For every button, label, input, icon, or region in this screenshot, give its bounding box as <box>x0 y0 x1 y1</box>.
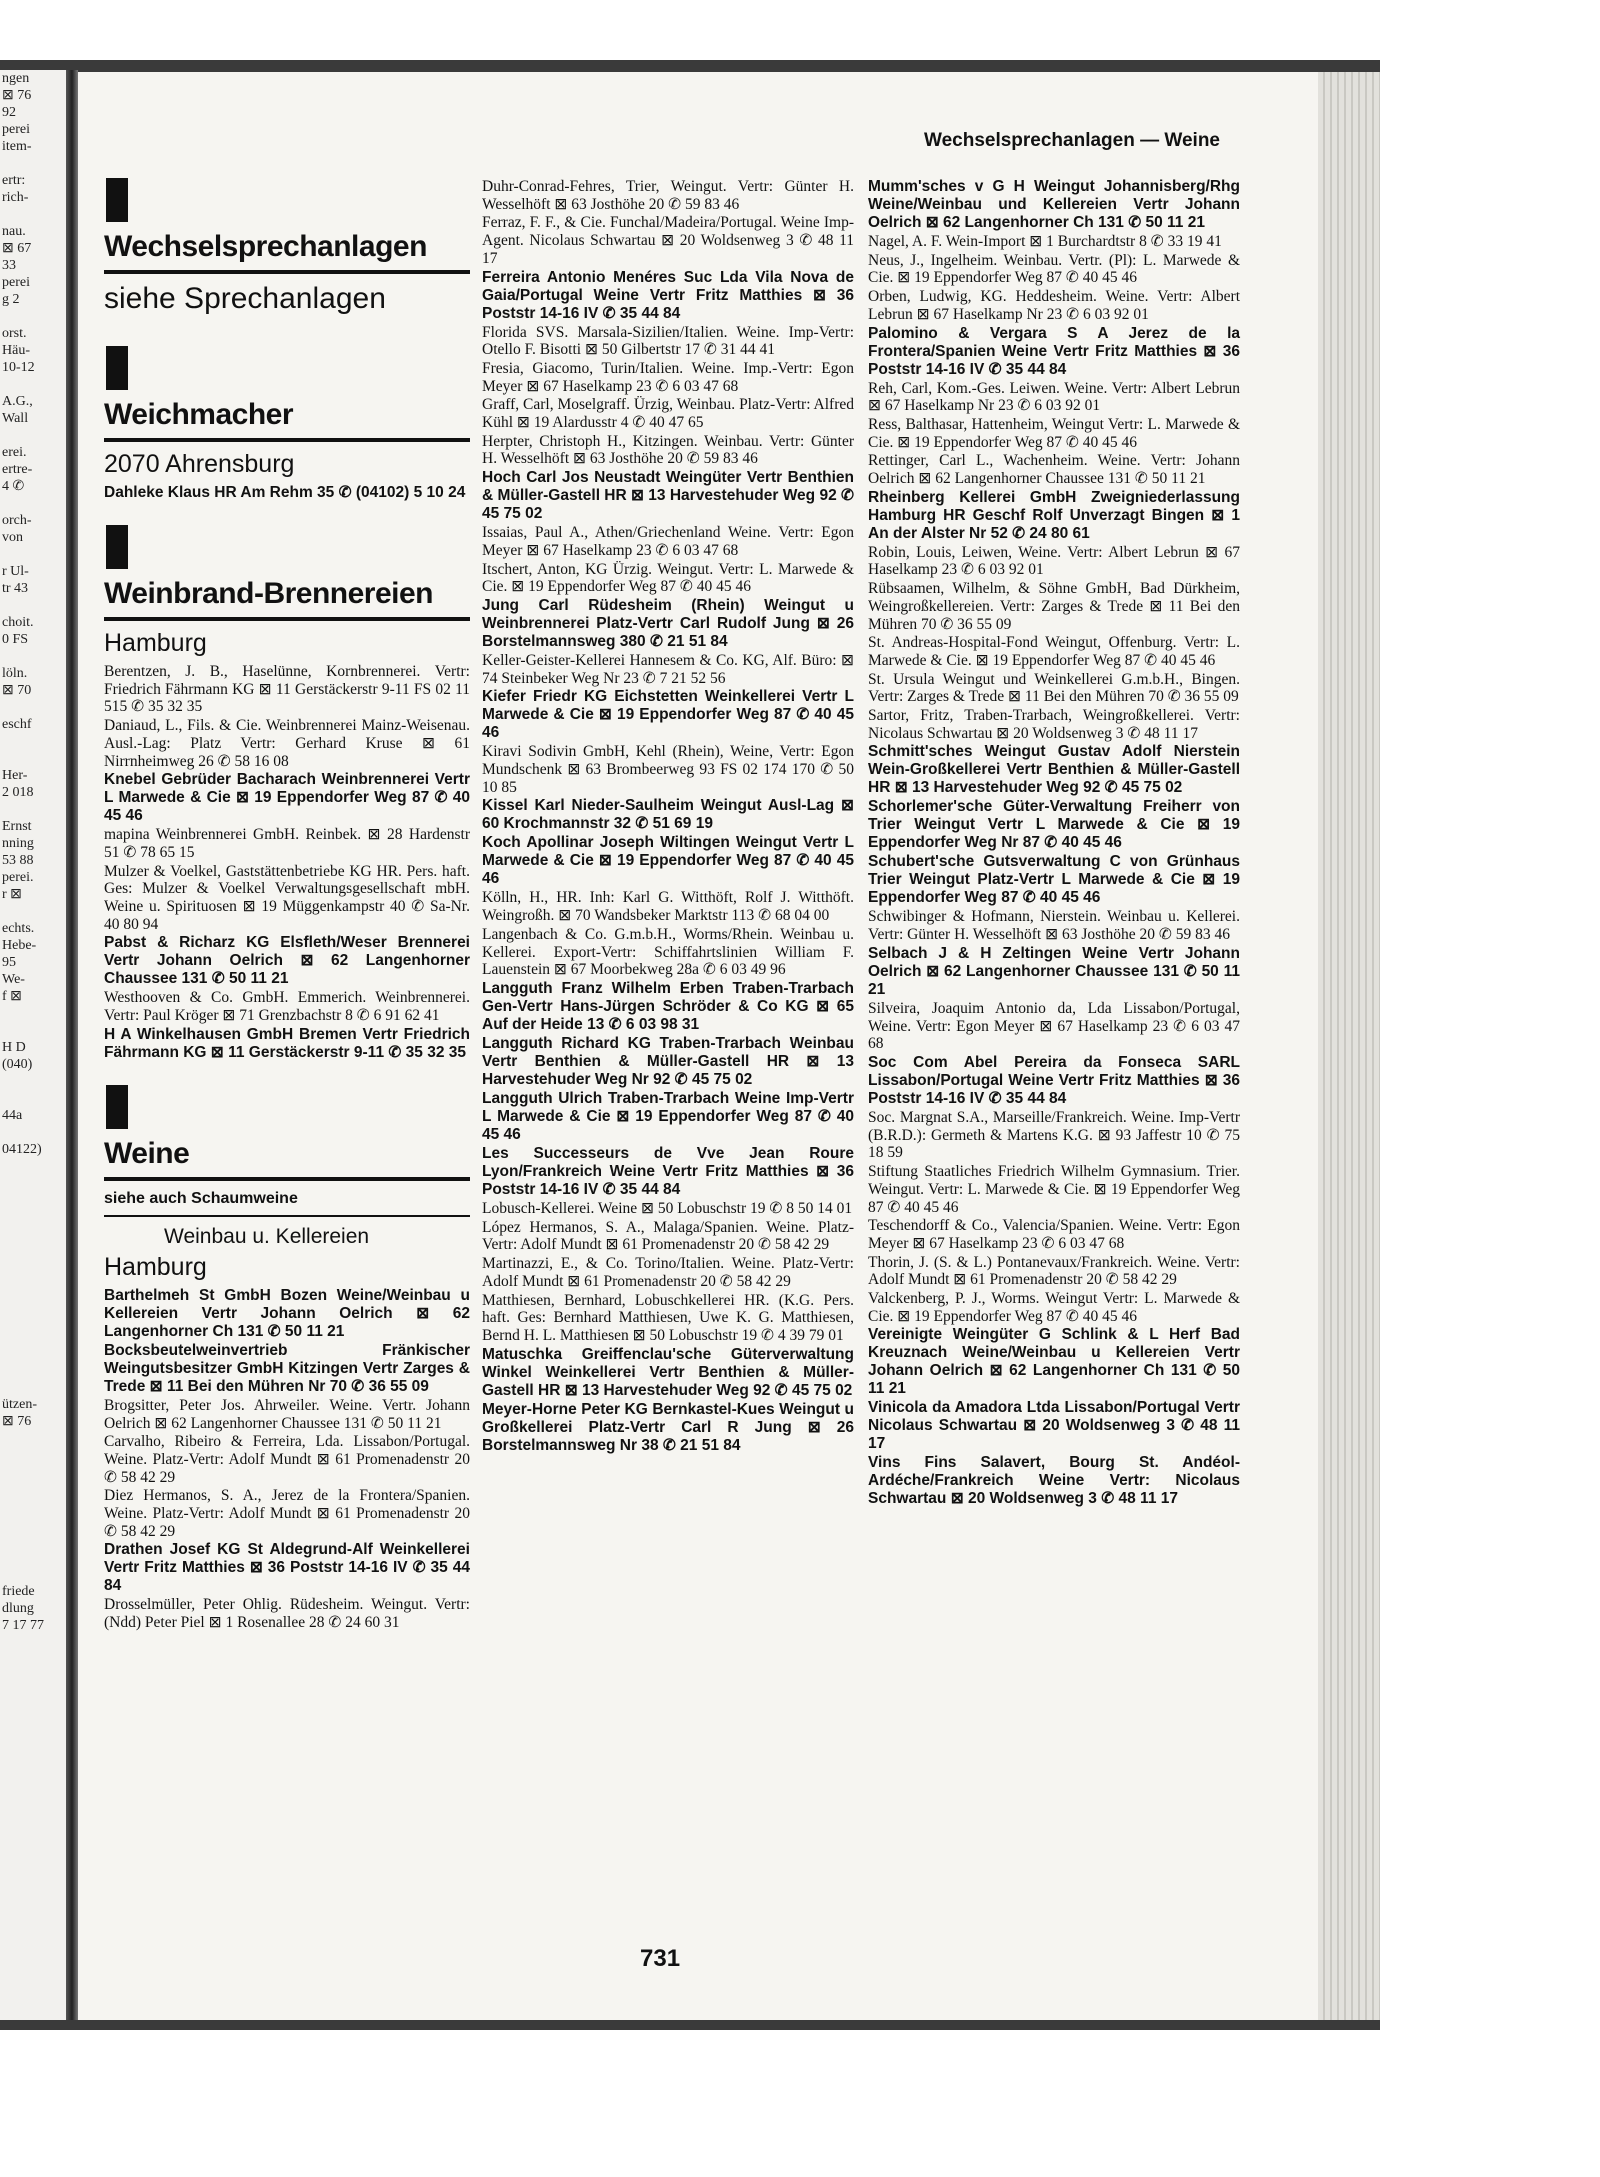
directory-entry: Matuschka Greiffenclau'sche Güterverwaltung Winkel Weinkellerei Vertr Benthien & Müller-Gastell HR ⊠ 13 Harvestehuder Weg 92 ✆ 45 75 02 <box>482 1345 854 1399</box>
left-page-text-fragment: perei. <box>2 870 34 885</box>
subsection-heading: Weinbau u. Kellereien <box>164 1224 370 1248</box>
left-page-text-fragment: 92 <box>2 105 16 120</box>
left-page-text-fragment: r ⊠ <box>2 887 22 902</box>
left-page-text-fragment: We- <box>2 972 25 987</box>
city-heading: 2070 Ahrensburg <box>104 450 295 478</box>
directory-entry: Jung Carl Rüdesheim (Rhein) Weingut u Weinbrennerei Platz-Vertr Carl Rudolf Jung ⊠ 26 Borstelmannsweg 380 ✆ 21 51 84 <box>482 596 854 650</box>
directory-entry: Langguth Franz Wilhelm Erben Traben-Trarbach Gen-Vertr Hans-Jürgen Schröder & Co KG ⊠ 65 Auf der Heide 13 ✆ 6 03 98 31 <box>482 979 854 1033</box>
directory-entry: Thorin, J. (S. & L.) Pontanevaux/Frankreich. Weine. Vertr: Adolf Mundt ⊠ 61 Promenadenstr 20 ✆ 58 42 29 <box>868 1253 1240 1289</box>
directory-entry: Lobusch-Kellerei. Weine ⊠ 50 Lobuschstr 19 ✆ 8 50 14 01 <box>482 1199 853 1217</box>
directory-entry: Keller-Geister-Kellerei Hannesem & Co. KG, Alf. Büro: ⊠ 74 Steinbeker Weg Nr 23 ✆ 7 21 52 56 <box>482 651 854 687</box>
left-page-text-fragment: 0 FS <box>2 632 29 647</box>
column-3 <box>868 178 1240 1509</box>
left-page-text-fragment: von <box>2 530 23 545</box>
directory-entry: Schmitt'sches Weingut Gustav Adolf Nierstein Wein-Großkellerei Vertr Benthien & Müller-Gastell HR ⊠ 13 Harvestehuder Weg 92 ✆ 45 75 02 <box>868 743 1240 797</box>
left-page-text-fragment: ngen <box>2 71 30 86</box>
left-page-text-fragment <box>0 1515 66 1532</box>
left-page-text-fragment <box>0 308 66 325</box>
directory-entry: Issaias, Paul A., Athen/Griechenland Weine. Vertr: Egon Meyer ⊠ 67 Haselkamp 23 ✆ 6 03 47 68 <box>482 524 854 559</box>
left-page-text-fragment: Häu- <box>2 343 30 358</box>
left-page-text-fragment <box>0 801 66 818</box>
directory-entry: Carvalho, Ribeiro & Ferreira, Lda. Lissabon/Portugal. Weine. Platz-Vertr: Adolf Mundt ⊠ 61 Promenadenstr 20 ✆ 58 42 29 <box>104 1433 470 1486</box>
left-page-text-fragment: ertre- <box>2 462 33 477</box>
directory-entry: Herpter, Christoph H., Kitzingen. Weinbau. Vertr: Günter H. Wesselhöft ⊠ 63 Josthöhe 20 ✆ 59 83 46 <box>482 432 854 468</box>
left-page-text-fragment: Ernst <box>2 819 32 834</box>
see-also-reference: siehe auch Schaumweine <box>104 1189 298 1207</box>
directory-entry: Brogsitter, Peter Jos. Ahrweiler. Weine. Vertr. Johann Oelrich ⊠ 62 Langenhorner Chaussee 131 ✆ 50 11 21 <box>104 1396 470 1432</box>
left-page-text-fragment: ⊠ 70 <box>2 683 32 698</box>
left-page-text-fragment <box>0 1209 66 1226</box>
left-page-text-fragment <box>0 1192 66 1209</box>
section-title-weinbrand: Weinbrand-Brennereien <box>104 577 434 610</box>
directory-entry: Robin, Louis, Leiwen, Weine. Vertr: Albert Lebrun ⊠ 67 Haselkamp 23 ✆ 6 03 92 01 <box>868 543 1240 579</box>
left-page-text-fragment <box>0 1124 66 1141</box>
left-page-text-fragment <box>0 1464 66 1481</box>
left-page-text-fragment <box>0 495 66 512</box>
left-page-text-fragment <box>0 1430 66 1447</box>
directory-entry: Silveira, Joaquim Antonio da, Lda Lissabon/Portugal, Weine. Vertr: Egon Meyer ⊠ 67 Haselkamp 23 ✆ 6 03 47 68 <box>868 999 1240 1053</box>
directory-entry: Orben, Ludwig, KG. Heddesheim. Weine. Vertr: Albert Lebrun ⊠ 67 Haselkamp Nr 23 ✆ 6 03 92 01 <box>868 288 1240 323</box>
left-page-text-fragment: g 2 <box>2 292 20 307</box>
directory-entry: Neus, J., Ingelheim. Weinbau. Vertr. (Pl): L. Marwede & Cie. ⊠ 19 Eppendorfer Weg 87 ✆ 40 45 46 <box>868 251 1240 287</box>
left-page-text-fragment <box>0 1226 66 1243</box>
left-page-text-fragment <box>0 376 66 393</box>
left-page-text-fragment <box>0 1022 66 1039</box>
left-page-text-fragment: H D <box>2 1040 26 1055</box>
section-marker <box>106 346 128 390</box>
rule <box>104 270 470 274</box>
directory-entry: Stiftung Staatliches Friedrich Wilhelm Gymnasium. Trier. Weingut. Vertr: L. Marwede & Cie. ⊠ 19 Eppendorfer Weg 87 ✆ 40 45 46 <box>868 1163 1240 1216</box>
left-page-text-fragment: echts. <box>2 921 35 936</box>
section-marker <box>106 525 128 569</box>
directory-entry: mapina Weinbrennerei GmbH. Reinbek. ⊠ 28 Hardenstr 51 ✆ 78 65 15 <box>104 826 470 861</box>
page-number: 731 <box>640 1945 681 1972</box>
directory-entry: Vereinigte Weingüter G Schlink & L Herf Bad Kreuznach Weine/Weinbau u Kellereien Vertr Johann Oelrich ⊠ 62 Langenhorner Ch 131 ✆ 50 11 21 <box>868 1326 1240 1398</box>
directory-entry: Itschert, Anton, KG Ürzig. Weingut. Vertr: L. Marwede & Cie. ⊠ 19 Eppendorfer Weg 87 ✆ 40 45 46 <box>482 560 854 596</box>
left-page-text-fragment: 95 <box>2 955 16 970</box>
directory-entry: López Hermanos, S. A., Malaga/Spanien. Weine. Platz-Vertr: Adolf Mundt ⊠ 61 Promenadenstr 20 ✆ 58 42 29 <box>482 1218 854 1254</box>
left-page-text-fragment <box>0 546 66 563</box>
directory-entry: Fresia, Giacomo, Turin/Italien. Weine. Imp.-Vertr: Egon Meyer ⊠ 67 Haselkamp 23 ✆ 6 03 47 68 <box>482 359 854 395</box>
directory-entry: Westhooven & Co. GmbH. Emmerich. Weinbrennerei. Vertr: Paul Kröger ⊠ 71 Grenzbachstr 8 ✆ 6 91 62 41 <box>104 989 470 1025</box>
left-page-text-fragment: Her- <box>2 768 28 783</box>
left-page-text-fragment <box>0 1447 66 1464</box>
directory-entry: Mulzer & Voelkel, Gaststättenbetriebe KG HR. Pers. haft. Ges: Mulzer & Voelkel Verwaltungsgesellschaft mbH. Weine u. Spirituosen ⊠ 19 Müggenkampstr 40 ✆ Sa-Nr. 40 80 94 <box>104 862 470 933</box>
running-header: Wechselsprechanlagen — Weine <box>923 130 1220 151</box>
directory-entry: Schubert'sche Gutsverwaltung C von Grünhaus Trier Weingut Platz-Vertr L Marwede & Cie ⊠ 19 Eppendorfer Weg 87 ✆ 40 45 46 <box>868 853 1240 907</box>
left-page-text-fragment <box>0 1277 66 1294</box>
directory-entry: Rheinberg Kellerei GmbH Zweigniederlassung Hamburg HR Geschf Rolf Unverzagt Bingen ⊠ 1 An der Alster Nr 52 ✆ 24 80 61 <box>868 488 1240 542</box>
directory-entry: Nagel, A. F. Wein-Import ⊠ 1 Burchardtstr 8 ✆ 33 19 41 <box>868 233 1222 250</box>
left-page-text-fragment <box>0 1090 66 1107</box>
left-page-fragment <box>0 70 66 2020</box>
left-page-text-fragment: orst. <box>2 326 27 341</box>
left-page-text-fragment: item- <box>2 139 32 154</box>
left-page-text-fragment: Wall <box>2 411 29 426</box>
left-page-text-fragment: r Ul- <box>2 564 29 579</box>
directory-entry: Koch Apollinar Joseph Wiltingen Weingut Vertr L Marwede & Cie ⊠ 19 Eppendorfer Weg 87 ✆ 40 45 46 <box>482 834 854 888</box>
section-title-wechselsprechanlagen: Wechselsprechanlagen <box>104 230 427 263</box>
directory-entry: Meyer-Horne Peter KG Bernkastel-Kues Weingut u Großkellerei Platz-Vertr Carl R Jung ⊠ 26 Borstelmannsweg Nr 38 ✆ 21 51 84 <box>482 1400 854 1454</box>
directory-entry: H A Winkelhausen GmbH Bremen Vertr Friedrich Fährmann KG ⊠ 11 Gerstäckerstr 9-11 ✆ 35 32 35 <box>104 1025 470 1061</box>
directory-entry: Langenbach & Co. G.m.b.H., Worms/Rhein. Weinbau u. Kellerei. Export-Vertr: Schiffahrtslinien William F. Lauenstein ⊠ 67 Moorbekweg 28a ✆ 6 03 49 96 <box>482 925 854 979</box>
directory-entry: Vins Fins Salavert, Bourg St. Andéol-Ardéche/Frankreich Weine Vertr: Nicolaus Schwartau ⊠ 20 Woldsenweg 3 ✆ 48 11 17 <box>868 1454 1240 1508</box>
left-page-text-fragment <box>0 1260 66 1277</box>
left-page-text-fragment: ⊠ 76 <box>2 1414 32 1429</box>
directory-entry: Langguth Ulrich Traben-Trarbach Weine Imp-Vertr L Marwede & Cie ⊠ 19 Eppendorfer Weg 87 ✆ 40 45 46 <box>482 1089 854 1143</box>
left-page-text-fragment <box>0 1073 66 1090</box>
left-page-text-fragment: eschf <box>2 717 32 732</box>
rule <box>104 438 470 442</box>
left-page-text-fragment: rich- <box>2 190 29 205</box>
left-page-text-fragment <box>0 648 66 665</box>
directory-entry: Langguth Richard KG Traben-Trarbach Weinbau Vertr Benthien & Müller-Gastell HR ⊠ 13 Harvestehuder Weg Nr 92 ✆ 45 75 02 <box>482 1034 854 1088</box>
left-page-text-fragment: perei <box>2 122 30 137</box>
directory-entry: Schwibinger & Hofmann, Nierstein. Weinbau u. Kellerei. Vertr: Günter H. Wesselhöft ⊠ 63 Josthöhe 20 ✆ 59 83 46 <box>868 908 1240 944</box>
directory-entry: Palomino & Vergara S A Jerez de la Frontera/Spanien Weine Vertr Fritz Matthies ⊠ 36 Poststr 14-16 IV ✆ 35 44 84 <box>868 324 1240 378</box>
left-page-text-fragment <box>0 1532 66 1549</box>
entry-list-weine <box>104 1287 470 1632</box>
left-page-text-fragment <box>0 1481 66 1498</box>
section-title-weichmacher: Weichmacher <box>104 398 294 431</box>
directory-entry: Martinazzi, E., & Co. Torino/Italien. Weine. Platz-Vertr: Adolf Mundt ⊠ 61 Promenadenstr 20 ✆ 58 42 29 <box>482 1255 854 1290</box>
directory-entry: Les Successeurs de Vve Jean Roure Lyon/Frankreich Weine Vertr Fritz Matthies ⊠ 36 Poststr 14-16 IV ✆ 35 44 84 <box>482 1144 854 1198</box>
city-heading: Hamburg <box>104 1252 207 1281</box>
city-heading: Hamburg <box>104 629 207 657</box>
left-page-text-fragment <box>0 750 66 767</box>
left-page-text-fragment: (040) <box>2 1057 33 1072</box>
directory-entry: Drathen Josef KG St Aldegrund-Alf Weinkellerei Vertr Fritz Matthies ⊠ 36 Poststr 14-16 IV ✆ 35 44 84 <box>104 1541 470 1595</box>
directory-entry: St. Andreas-Hospital-Fond Weingut, Offenburg. Vertr: L. Marwede & Cie. ⊠ 19 Eppendorfer Weg 87 ✆ 40 45 46 <box>868 634 1240 669</box>
left-page-text-fragment <box>0 1379 66 1396</box>
directory-entry: Ress, Balthasar, Hattenheim, Weingut Vertr: L. Marwede & Cie. ⊠ 19 Eppendorfer Weg 87 ✆ 40 45 46 <box>868 415 1240 451</box>
left-page-text-fragment: erei. <box>2 445 27 460</box>
left-page-text-fragment: 44a <box>2 1108 23 1123</box>
left-page-text-fragment <box>0 903 66 920</box>
directory-entry: Ferreira Antonio Menéres Suc Lda Vila Nova de Gaia/Portugal Weine Vertr Fritz Matthies ⊠ 36 Poststr 14-16 IV ✆ 35 44 84 <box>482 268 854 322</box>
section-title-weine: Weine <box>104 1136 190 1170</box>
left-page-text-fragment: 2 018 <box>2 785 34 800</box>
directory-entry: Valckenberg, P. J., Worms. Weingut Vertr: L. Marwede & Cie. ⊠ 19 Eppendorfer Weg 87 ✆ 40 45 46 <box>868 1290 1240 1325</box>
directory-entry: Diez Hermanos, S. A., Jerez de la Frontera/Spanien. Weine. Platz-Vertr: Adolf Mundt ⊠ 61 Promenadenstr 20 ✆ 58 42 29 <box>104 1487 470 1540</box>
left-page-text-fragment <box>0 1328 66 1345</box>
left-page-text-fragment <box>0 1005 66 1022</box>
left-page-text-fragment: tr 43 <box>2 581 29 596</box>
left-page-text-fragment <box>0 699 66 716</box>
left-page-text-fragment: A.G., <box>2 394 33 409</box>
directory-entry: Selbach J & H Zeltingen Weine Vertr Johann Oelrich ⊠ 62 Langenhorner Chaussee 131 ✆ 50 11 21 <box>868 944 1240 998</box>
directory-entry: Matthiesen, Bernhard, Lobuschkellerei HR. (K.G. Pers. haft. Ges: Bernhard Matthiesen, Uwe K. G. Matthiesen, Bernd H. L. Matthiesen ⊠ 50 Lobuschstr 19 ✆ 4 39 79 01 <box>482 1291 854 1344</box>
directory-entry: Hoch Carl Jos Neustadt Weingüter Vertr Benthien & Müller-Gastell HR ⊠ 13 Harvestehuder Weg 92 ✆ 45 75 02 <box>482 469 854 523</box>
left-page-text-fragment <box>0 1362 66 1379</box>
directory-entry: St. Ursula Weingut und Weinkellerei G.m.b.H., Bingen. Vertr: Zarges & Trede ⊠ 11 Bei den Mühren 70 ✆ 36 55 09 <box>868 670 1240 706</box>
directory-entry: Reh, Carl, Kom.-Ges. Leiwen. Weine. Vertr: Albert Lebrun ⊠ 67 Haselkamp Nr 23 ✆ 6 03 92 01 <box>868 379 1240 415</box>
left-page-text-fragment <box>0 1158 66 1175</box>
left-page-text-fragment: 4 ✆ <box>2 479 25 494</box>
left-page-text-fragment <box>0 206 66 223</box>
directory-entry: Berentzen, J. B., Haselünne, Kornbrennerei. Vertr: Friedrich Fährmann KG ⊠ 11 Gerstäckerstr 9-11 FS 02 11 515 ✆ 35 32 35 <box>104 663 470 716</box>
left-page-text-fragment <box>0 597 66 614</box>
directory-entry: Kölln, H., HR. Inh: Karl G. Witthöft, Rolf J. Witthöft. Weingroßh. ⊠ 70 Wandsbeker Marktstr 113 ✆ 68 04 00 <box>482 889 854 925</box>
left-page-text-fragment: nning <box>2 836 34 851</box>
directory-entry: Mumm'sches v G H Weingut Johannisberg/Rhg Weine/Weinbau und Kellereien Vertr Johann Oelrich ⊠ 62 Langenhorner Ch 131 ✆ 50 11 21 <box>868 178 1240 231</box>
directory-entry: Rübsaamen, Wilhelm, & Söhne GmbH, Bad Dürkheim, Weingroßkellereien. Vertr: Zarges & Trede ⊠ 11 Bei den Mühren 70 ✆ 36 55 09 <box>868 580 1240 633</box>
directory-entry: Soc Com Abel Pereira da Fonseca SARL Lissabon/Portugal Weine Vertr Fritz Matthies ⊠ 36 Poststr 14-16 IV ✆ 35 44 84 <box>868 1053 1240 1107</box>
left-page-text-fragment: ützen- <box>2 1397 37 1412</box>
rule <box>104 617 470 621</box>
rule <box>104 1177 470 1181</box>
left-page-text-fragment <box>0 1498 66 1515</box>
left-page-text-fragment: 7 17 77 <box>2 1618 44 1633</box>
left-page-text-fragment: friede <box>2 1584 35 1599</box>
left-page-text-fragment <box>0 1243 66 1260</box>
directory-entry: Graff, Carl, Moselgraff. Ürzig, Weinbau. Platz-Vertr: Alfred Kühl ⊠ 19 Alardusstr 4 ✆ 40 47 65 <box>482 396 854 432</box>
directory-entry: Barthelmeh St GmbH Bozen Weine/Weinbau u Kellereien Vertr Johann Oelrich ⊠ 62 Langenhorner Ch 131 ✆ 50 11 21 <box>104 1286 470 1340</box>
directory-entry: Kiefer Friedr KG Eichstetten Weinkellerei Vertr L Marwede & Cie ⊠ 19 Eppendorfer Weg 87 ✆ 40 45 46 <box>482 688 854 742</box>
directory-entry: Duhr-Conrad-Fehres, Trier, Weingut. Vertr: Günter H. Wesselhöft ⊠ 63 Josthöhe 20 ✆ 59 83 46 <box>482 178 854 213</box>
entry-list-weinbrand <box>104 663 470 1062</box>
left-page-text-fragment: choit. <box>2 615 34 630</box>
rule <box>104 1215 470 1217</box>
directory-entry: Knebel Gebrüder Bacharach Weinbrennerei Vertr L Marwede & Cie ⊠ 19 Eppendorfer Weg 87 ✆ 40 45 46 <box>104 771 470 825</box>
section-marker <box>106 178 128 222</box>
left-page-text-fragment <box>0 1294 66 1311</box>
directory-entry: Dahleke Klaus HR Am Rehm 35 ✆ (04102) 5 10 24 <box>104 484 466 501</box>
left-page-text-fragment: Hebe- <box>2 938 37 953</box>
left-page-text-fragment: ertr: <box>2 173 26 188</box>
left-page-text-fragment: ⊠ 67 <box>2 241 32 256</box>
directory-entry: Vinicola da Amadora Ltda Lissabon/Portugal Vertr Nicolaus Schwartau ⊠ 20 Woldsenweg 3 ✆ 48 11 17 <box>868 1399 1240 1453</box>
directory-entry: Kissel Karl Nieder-Saulheim Weingut Ausl-Lag ⊠ 60 Krochmannstr 32 ✆ 51 69 19 <box>482 797 854 833</box>
left-page-text-fragment: 04122) <box>2 1142 42 1157</box>
directory-entry: Soc. Margnat S.A., Marseille/Frankreich. Weine. Imp-Vertr (B.R.D.): Germeth & Martens K.G. ⊠ 93 Jaffestr 10 ✆ 75 18 59 <box>868 1108 1240 1162</box>
page-edges <box>1318 72 1380 2020</box>
left-page-text-fragment <box>0 1175 66 1192</box>
left-page-text-fragment: perei <box>2 275 30 290</box>
left-page-text-fragment: dlung <box>2 1601 34 1616</box>
directory-entry: Daniaud, L., Fils. & Cie. Weinbrennerei Mainz-Weisenau. Ausl.-Lag: Platz Vertr: Gerhard Kruse ⊠ 61 Nirrnheimweg 26 ✆ 58 16 08 <box>104 717 470 770</box>
left-page-text-fragment: 53 88 <box>2 853 34 868</box>
entry-list-weichmacher <box>104 484 470 502</box>
left-page-text-fragment: 10-12 <box>2 360 35 375</box>
left-page-text-fragment: nau. <box>2 224 26 239</box>
column-1 <box>104 178 470 1633</box>
left-page-text-fragment <box>0 733 66 750</box>
left-page-text-fragment: ⊠ 76 <box>2 88 32 103</box>
directory-entry: Teschendorff & Co., Valencia/Spanien. Weine. Vertr: Egon Meyer ⊠ 67 Haselkamp 23 ✆ 6 03 47 68 <box>868 1217 1240 1252</box>
directory-entry: Rettinger, Carl L., Wachenheim. Weine. Vertr: Johann Oelrich ⊠ 62 Langenhorner Chaussee 131 ✆ 50 11 21 <box>868 452 1240 488</box>
directory-entry: Ferraz, F. F., & Cie. Funchal/Madeira/Portugal. Weine Imp-Agent. Nicolaus Schwartau ⊠ 20 Woldsenweg 3 ✆ 48 11 17 <box>482 214 854 267</box>
directory-entry: Pabst & Richarz KG Elsfleth/Weser Brennerei Vertr Johann Oelrich ⊠ 62 Langenhorner Chaussee 131 ✆ 50 11 21 <box>104 934 470 988</box>
left-page-text-fragment <box>0 1549 66 1566</box>
directory-entry: Drosselmüller, Peter Ohlig. Rüdesheim. Weingut. Vertr: (Ndd) Peter Piel ⊠ 1 Rosenallee 28 ✆ 24 60 31 <box>104 1596 470 1632</box>
book-gutter <box>66 70 78 2020</box>
left-page-text-fragment <box>0 1311 66 1328</box>
left-page-text-fragment: löln. <box>2 666 28 681</box>
directory-entry: Kiravi Sodivin GmbH, Kehl (Rhein), Weine, Vertr: Egon Mundschenk ⊠ 63 Brombeerweg 93 FS 02 174 170 ✆ 50 10 85 <box>482 743 854 796</box>
directory-entry: Schorlemer'sche Güter-Verwaltung Freiherr von Trier Weingut Vertr L Marwede & Cie ⊠ 19 Eppendorfer Weg Nr 87 ✆ 40 45 46 <box>868 798 1240 852</box>
directory-entry: Florida SVS. Marsala-Sizilien/Italien. Weine. Imp-Vertr: Otello F. Bisotti ⊠ 50 Gilbertstr 17 ✆ 31 44 41 <box>482 323 854 359</box>
left-page-text-fragment <box>0 427 66 444</box>
section-marker <box>106 1085 128 1129</box>
directory-entry: Sartor, Fritz, Traben-Trarbach, Weingroßkellerei. Vertr: Nicolaus Schwartau ⊠ 20 Woldsenweg 3 ✆ 48 11 17 <box>868 707 1240 742</box>
left-page-text-fragment <box>0 1345 66 1362</box>
directory-entry: Bocksbeutelweinvertrieb Fränkischer Weingutsbesitzer GmbH Kitzingen Vertr Zarges & Trede ⊠ 11 Bei den Mühren Nr 70 ✆ 36 55 09 <box>104 1341 470 1395</box>
left-page-text-fragment: f ⊠ <box>2 989 22 1004</box>
left-page-text-fragment <box>0 1566 66 1583</box>
see-reference: siehe Sprechanlagen <box>104 282 386 315</box>
left-page-text-fragment: 33 <box>2 258 16 273</box>
left-page-text-fragment <box>0 155 66 172</box>
column-2 <box>482 178 854 1456</box>
left-page-text-fragment: orch- <box>2 513 32 528</box>
